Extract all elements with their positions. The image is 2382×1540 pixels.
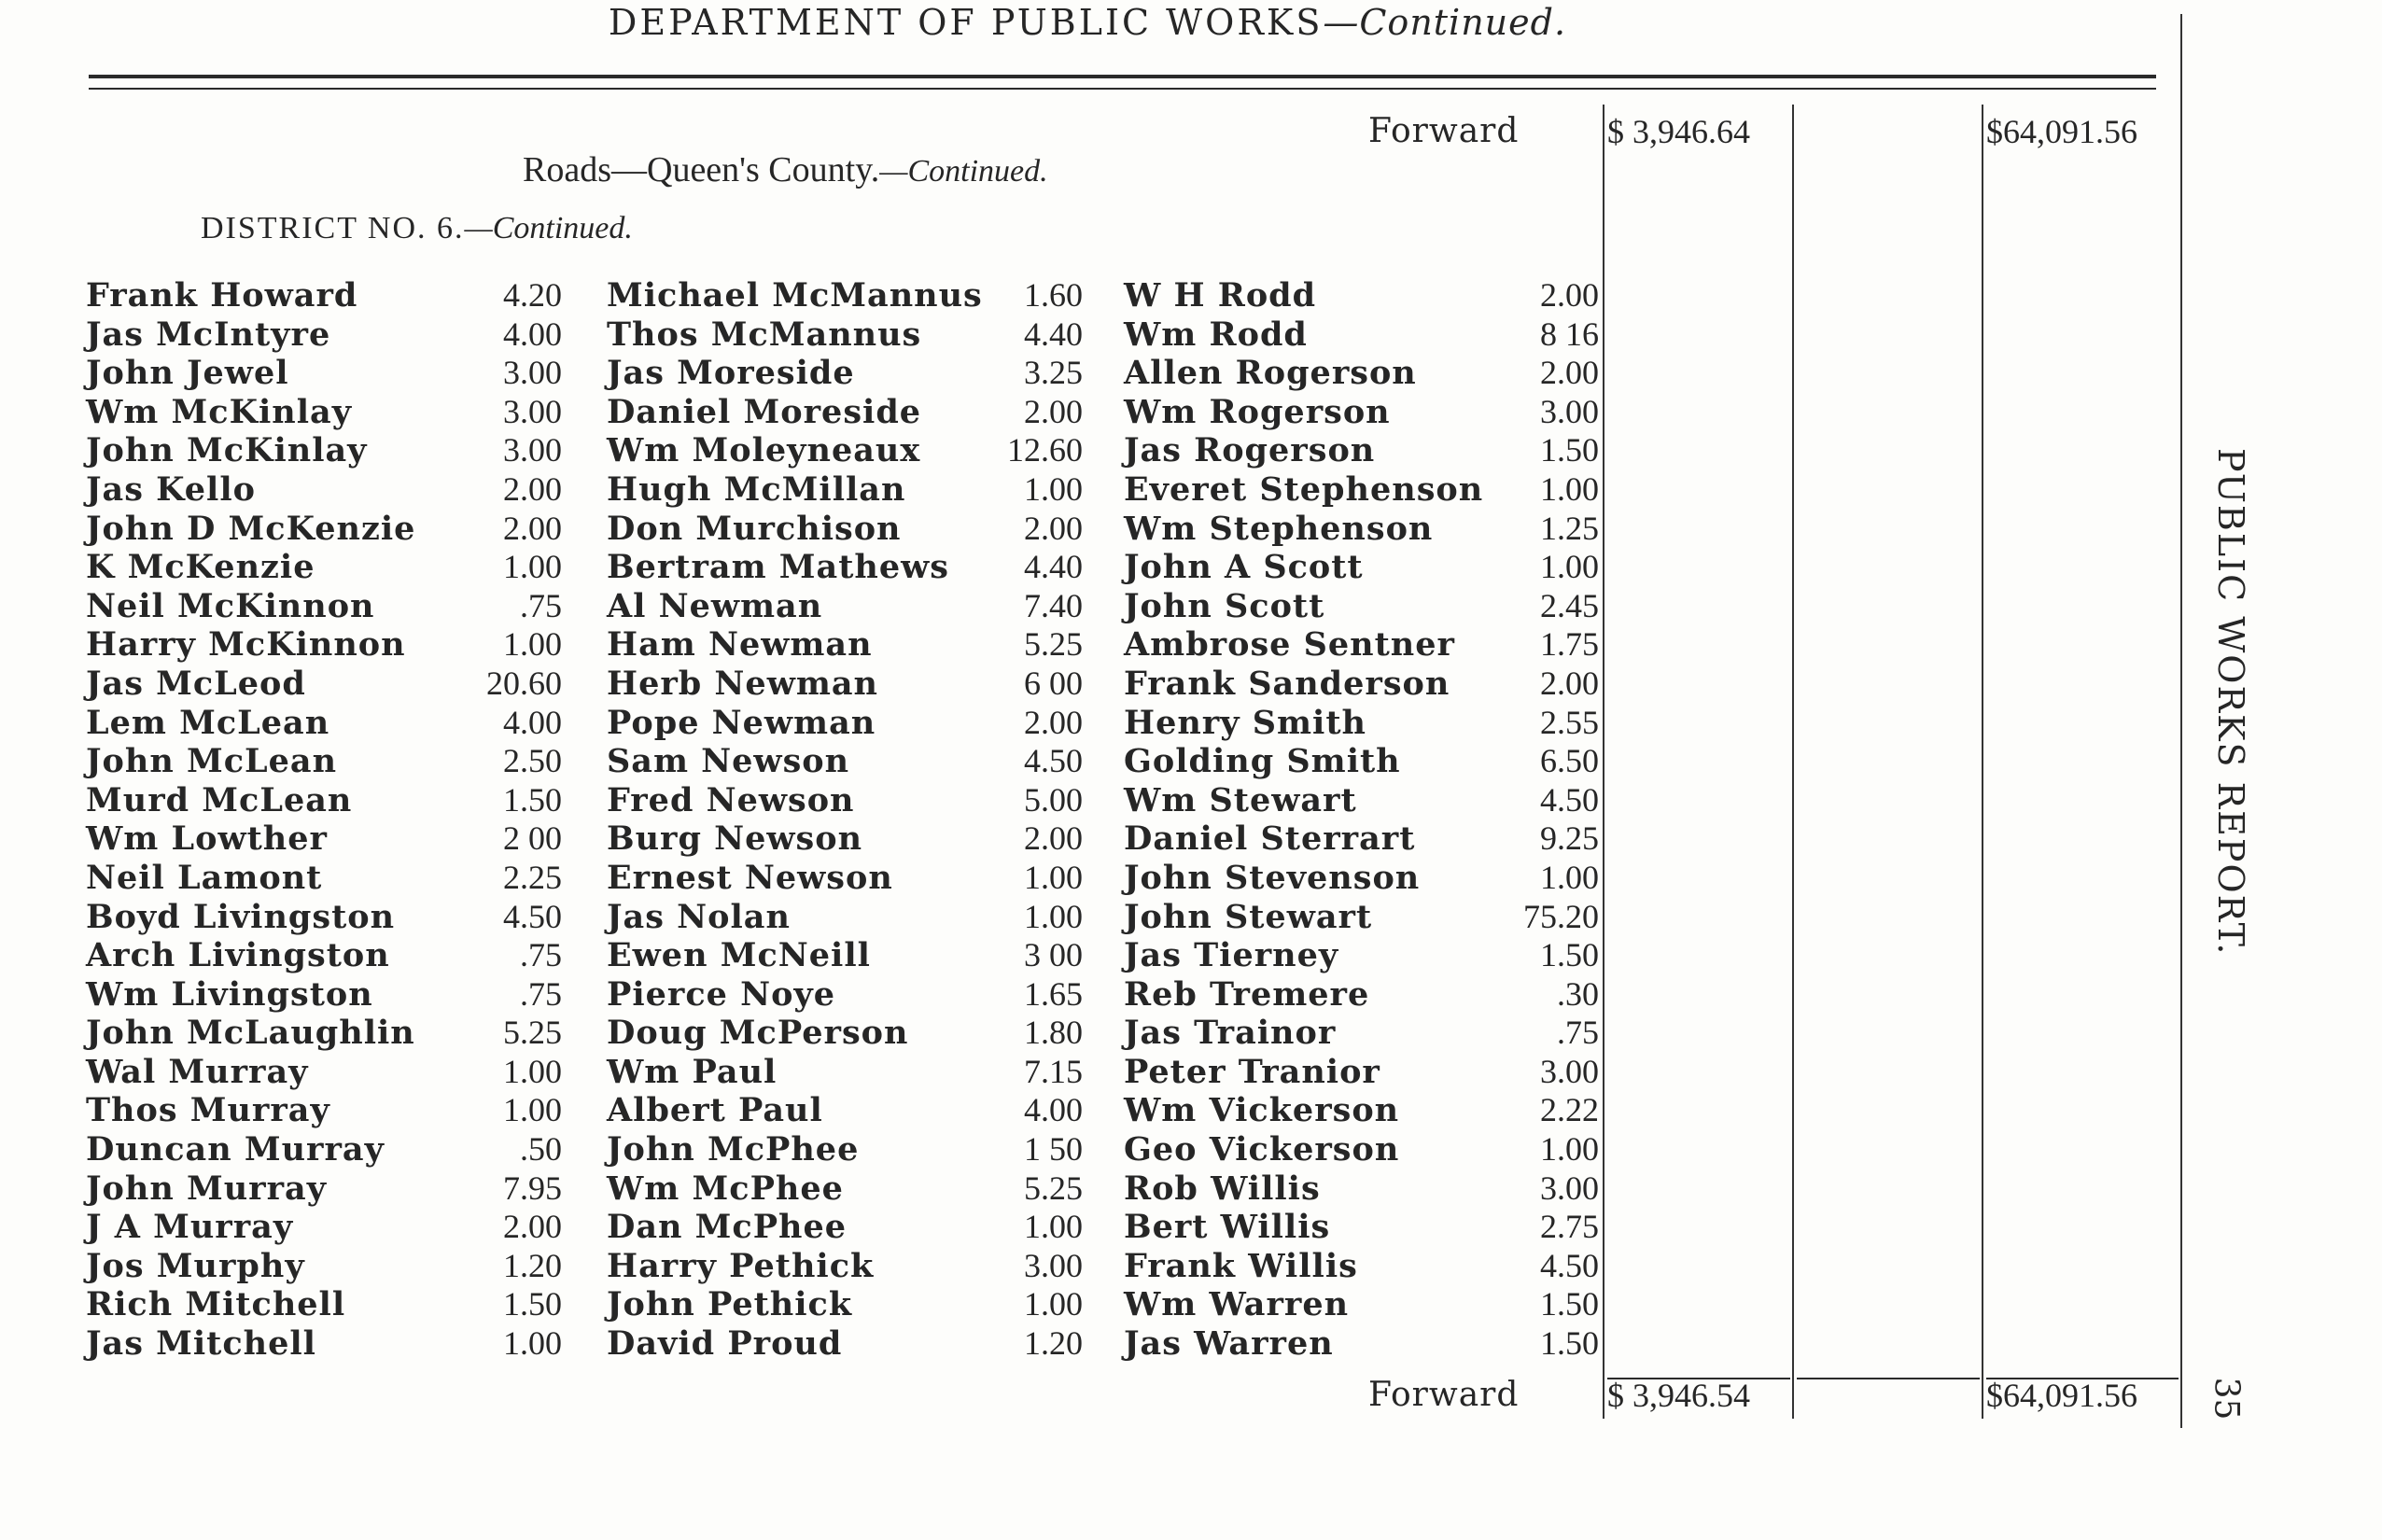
entry-row: Neil Lamont 2.25 (86, 858, 562, 897)
entry-row: John Stevenson 1.00 (1124, 858, 1599, 897)
entry-row: Duncan Murray .50 (86, 1130, 562, 1169)
page-header (0, 2, 2175, 43)
forward-top-label: Forward (1368, 112, 1520, 150)
entry-row: Reb Tremere .30 (1124, 974, 1599, 1014)
entry-row: Golding Smith 6.50 (1124, 742, 1599, 781)
entry-row: Ham Newman 5.25 (607, 625, 1083, 665)
entry-row: Michael McMannus 1.60 (607, 276, 1083, 315)
entry-row: Frank Willis 4.50 (1124, 1246, 1599, 1285)
entry-row: Wm Stewart 4.50 (1124, 780, 1599, 819)
entry-row: Ambrose Sentner 1.75 (1124, 625, 1599, 665)
header-rule-top (89, 75, 2156, 78)
entry-row: Wm Lowther 2 00 (86, 819, 562, 859)
entry-row: Bertram Mathews 4.40 (607, 548, 1083, 587)
entry-row: Fred Newson 5.00 (607, 780, 1083, 819)
entry-row: Geo Vickerson 1.00 (1124, 1130, 1599, 1169)
entry-row: Wm Warren 1.50 (1124, 1285, 1599, 1324)
entry-row: Daniel Sterrart 9.25 (1124, 819, 1599, 859)
entry-row: Everet Stephenson 1.00 (1124, 469, 1599, 509)
entry-row: Jas Nolan 1.00 (607, 897, 1083, 936)
entries-column-3 (1124, 276, 1599, 1364)
entry-row: Wm Moleyneaux 12.60 (607, 431, 1083, 470)
entry-row: Frank Sanderson 2.00 (1124, 664, 1599, 703)
entry-row: Al Newman 7.40 (607, 586, 1083, 625)
entry-row: Jas Warren 1.50 (1124, 1324, 1599, 1364)
bottom-total-rule-2 (1797, 1378, 1980, 1379)
entry-row: Jas Rogerson 1.50 (1124, 431, 1599, 470)
forward-bottom-label: Forward (1368, 1376, 1520, 1414)
entries-column-2 (607, 276, 1083, 1364)
entry-row: Thos Murray 1.00 (86, 1091, 562, 1130)
entry-row: Jas Tierney 1.50 (1124, 936, 1599, 975)
entry-row: Pierce Noye 1.65 (607, 974, 1083, 1014)
entry-row: K McKenzie 1.00 (86, 548, 562, 587)
entry-row: Wm Rogerson 3.00 (1124, 392, 1599, 431)
entry-row: Harry Pethick 3.00 (607, 1246, 1083, 1285)
entry-row: Ernest Newson 1.00 (607, 858, 1083, 897)
entry-row: Wal Murray 1.00 (86, 1052, 562, 1091)
entry-row: John McLean 2.50 (86, 742, 562, 781)
forward-top-amount-a: $ 3,946.64 (1607, 113, 1750, 150)
entry-row: Lem McLean 4.00 (86, 703, 562, 742)
forward-top-amount-b: $64,091.56 (1986, 113, 2137, 150)
header-rule-bottom (89, 88, 2156, 90)
entry-row: Wm Stephenson 1.25 (1124, 509, 1599, 548)
forward-bottom-amount-b: $64,091.56 (1986, 1377, 2137, 1414)
entry-row: Jas Mitchell 1.00 (86, 1324, 562, 1364)
entry-row: John A Scott 1.00 (1124, 548, 1599, 587)
entries-column-1 (86, 276, 562, 1364)
entry-row: Neil McKinnon .75 (86, 586, 562, 625)
entry-row: David Proud 1.20 (607, 1324, 1083, 1364)
entry-row: Rob Willis 3.00 (1124, 1169, 1599, 1208)
section-continued: —Continued. (879, 154, 1048, 189)
entry-row: John Jewel 3.00 (86, 354, 562, 393)
district-continued: —Continued. (464, 211, 633, 245)
entry-row: Dan McPhee 1.00 (607, 1208, 1083, 1247)
entry-row: Doug McPerson 1.80 (607, 1014, 1083, 1053)
entry-row: Wm Paul 7.15 (607, 1052, 1083, 1091)
page-right-border (2180, 14, 2182, 1428)
forward-bottom-amount-a: $ 3,946.54 (1607, 1377, 1750, 1414)
entry-row: Hugh McMillan 1.00 (607, 469, 1083, 509)
entry-row: Jas Trainor .75 (1124, 1014, 1599, 1053)
page-number: 35 (2207, 1377, 2246, 1421)
entry-row: Harry McKinnon 1.00 (86, 625, 562, 665)
entry-row: Jas McIntyre 4.00 (86, 315, 562, 354)
entry-row: Bert Willis 2.75 (1124, 1208, 1599, 1247)
entry-row: Wm Rodd 8 16 (1124, 315, 1599, 354)
entry-row: W H Rodd 2.00 (1124, 276, 1599, 315)
entry-row: Don Murchison 2.00 (607, 509, 1083, 548)
entry-row: Wm Livingston .75 (86, 974, 562, 1014)
entry-row: Jas McLeod 20.60 (86, 664, 562, 703)
entry-row: Wm Vickerson 2.22 (1124, 1091, 1599, 1130)
entry-row: Arch Livingston .75 (86, 936, 562, 975)
entry-row: Henry Smith 2.55 (1124, 703, 1599, 742)
entry-row: Peter Tranior 3.00 (1124, 1052, 1599, 1091)
entry-row: Albert Paul 4.00 (607, 1091, 1083, 1130)
entry-row: Sam Newson 4.50 (607, 742, 1083, 781)
entry-row: John Stewart 75.20 (1124, 897, 1599, 936)
entry-row: Pope Newman 2.00 (607, 703, 1083, 742)
entry-row: Jas Kello 2.00 (86, 469, 562, 509)
header-continued: —Continued. (1323, 2, 1567, 43)
entry-row: Rich Mitchell 1.50 (86, 1285, 562, 1324)
amount-col-line-2 (1792, 105, 1794, 1419)
entry-row: John Scott 2.45 (1124, 586, 1599, 625)
amount-col-line-1 (1603, 105, 1604, 1419)
entry-row: Allen Rogerson 2.00 (1124, 354, 1599, 393)
header-title: DEPARTMENT OF PUBLIC WORKS (608, 2, 1324, 43)
entry-row: J A Murray 2.00 (86, 1208, 562, 1247)
entry-row: Jos Murphy 1.20 (86, 1246, 562, 1285)
entry-row: Boyd Livingston 4.50 (86, 897, 562, 936)
entry-row: Thos McMannus 4.40 (607, 315, 1083, 354)
running-title: PUBLIC WORKS REPORT. (2210, 448, 2251, 957)
entry-row: John McPhee 1 50 (607, 1130, 1083, 1169)
amount-col-line-3 (1982, 105, 1983, 1419)
entry-row: Daniel Moreside 2.00 (607, 392, 1083, 431)
entry-row: Jas Moreside 3.25 (607, 354, 1083, 393)
entry-row: Wm McPhee 5.25 (607, 1169, 1083, 1208)
entry-row: Herb Newman 6 00 (607, 664, 1083, 703)
entry-row: Murd McLean 1.50 (86, 780, 562, 819)
entry-row: Ewen McNeill 3 00 (607, 936, 1083, 975)
entry-row: Wm McKinlay 3.00 (86, 392, 562, 431)
entry-row: John McKinlay 3.00 (86, 431, 562, 470)
entry-row: John Murray 7.95 (86, 1169, 562, 1208)
district-title: DISTRICT NO. 6.—Continued. (201, 211, 633, 245)
section-title: Roads—Queen's County.—Continued. (523, 150, 1048, 189)
entry-row: John McLaughlin 5.25 (86, 1014, 562, 1053)
entry-row: John Pethick 1.00 (607, 1285, 1083, 1324)
entry-row: John D McKenzie 2.00 (86, 509, 562, 548)
entry-row: Burg Newson 2.00 (607, 819, 1083, 859)
entry-row: Frank Howard 4.20 (86, 276, 562, 315)
